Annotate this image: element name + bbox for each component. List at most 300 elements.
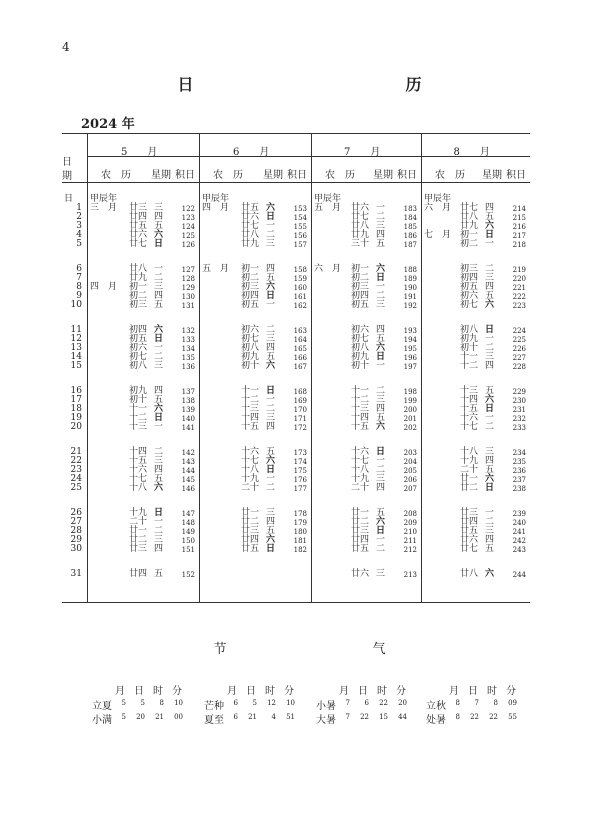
lunar-day: 廿三 <box>240 526 259 536</box>
cumulative-day: 211 <box>403 537 417 545</box>
weekday: 四 <box>376 230 386 240</box>
weekday: 六 <box>376 517 386 527</box>
weekday: 三 <box>154 361 164 371</box>
weekday: 六 <box>376 264 386 274</box>
cumulative-day: 127 <box>181 266 195 274</box>
weekday: 四 <box>376 404 386 414</box>
cumulative-day: 189 <box>403 275 417 283</box>
weekday: 五 <box>154 395 164 405</box>
solar-term-name: 芒种 <box>204 701 224 712</box>
lunar-day: 初三 <box>240 282 259 292</box>
cumulative-day: 231 <box>512 406 526 414</box>
cumulative-day: 235 <box>512 458 526 466</box>
cumulative-day: 150 <box>181 537 195 545</box>
weekday-header: 星期 <box>263 170 283 181</box>
day-number: 28 <box>70 526 82 536</box>
weekday: 日 <box>154 239 164 249</box>
solar-term-value: 15 <box>379 713 388 721</box>
lunar-day: 初四 <box>350 291 369 301</box>
lunar-day: 初八 <box>459 325 478 335</box>
lunar-day: 廿五 <box>459 526 478 536</box>
lunar-day: 十一 <box>128 404 147 414</box>
lunar-day: 廿七 <box>128 239 147 249</box>
lunar-day: 初一 <box>459 230 478 240</box>
cumulative-day: 132 <box>181 327 195 335</box>
weekday: 四 <box>266 422 276 432</box>
solar-terms-column-header: 月 <box>339 686 349 697</box>
table-bottom-rule <box>62 602 530 603</box>
lunar-day: 初九 <box>350 352 369 362</box>
lunar-day: 十二 <box>350 395 369 405</box>
cumulative-day: 198 <box>403 388 417 396</box>
cumulative-day: 200 <box>403 406 417 414</box>
cumulative-day: 230 <box>512 397 526 405</box>
cumulative-day: 144 <box>181 467 195 475</box>
weekday: 日 <box>266 544 276 554</box>
day-number: 23 <box>70 465 82 475</box>
weekday: 三 <box>154 282 164 292</box>
lunar-day: 廿五 <box>240 203 259 213</box>
month-header: 8 月 <box>453 147 490 158</box>
lunar-day: 廿五 <box>240 544 259 554</box>
solar-term-value: 7 <box>474 699 479 707</box>
cumulative-day: 196 <box>403 354 417 362</box>
lunar-day: 二十 <box>128 517 147 527</box>
weekday: 二 <box>154 273 164 283</box>
cumulative-day: 220 <box>512 275 526 283</box>
page-number: 4 <box>62 40 70 54</box>
lunar-day: 三十 <box>350 239 369 249</box>
weekday: 日 <box>376 352 386 362</box>
weekday: 六 <box>376 422 386 432</box>
day-number: 22 <box>70 456 82 466</box>
solar-term-name: 夏至 <box>204 715 224 726</box>
lunar-month-mark: 四 月 <box>90 282 118 292</box>
weekday: 五 <box>485 212 495 222</box>
lunar-header: 农 历 <box>435 170 465 181</box>
cumulative-day: 123 <box>181 214 195 222</box>
cumulative-day: 207 <box>403 485 417 493</box>
weekday: 二 <box>376 544 386 554</box>
cumulative-day: 136 <box>181 363 195 371</box>
weekday: 三 <box>376 474 386 484</box>
lunar-month-mark: 四 月 <box>202 203 230 213</box>
lunar-header: 农 历 <box>101 170 131 181</box>
lunar-day: 廿六 <box>459 535 478 545</box>
solar-terms-column-header: 分 <box>172 686 182 697</box>
day-number: 8 <box>76 282 82 292</box>
page-title: 日 历 <box>177 75 482 94</box>
cumulative-day: 228 <box>512 363 526 371</box>
cumulative-day: 193 <box>403 327 417 335</box>
weekday: 三 <box>376 221 386 231</box>
weekday: 一 <box>376 535 386 545</box>
weekday: 一 <box>266 395 276 405</box>
day-number: 20 <box>70 422 82 432</box>
cumulative-day: 243 <box>512 546 526 554</box>
weekday: 二 <box>154 352 164 362</box>
weekday: 三 <box>376 569 386 579</box>
cumulative-day: 173 <box>293 449 307 457</box>
lunar-day: 初四 <box>459 273 478 283</box>
solar-term-value: 12 <box>267 699 276 707</box>
lunar-day: 廿四 <box>240 535 259 545</box>
weekday: 五 <box>266 352 276 362</box>
solar-term-value: 10 <box>174 699 183 707</box>
cumulative-day: 139 <box>181 406 195 414</box>
cumulative-day: 163 <box>293 327 307 335</box>
cumulative-day: 180 <box>293 528 307 536</box>
weekday: 四 <box>376 483 386 493</box>
lunar-day: 初九 <box>128 386 147 396</box>
cumulative-day: 166 <box>293 354 307 362</box>
cumulative-day: 151 <box>181 546 195 554</box>
lunar-day: 十三 <box>128 422 147 432</box>
cumulative-day: 197 <box>403 363 417 371</box>
weekday: 日 <box>485 404 495 414</box>
solar-term-value: 22 <box>360 713 369 721</box>
solar-term-name: 处暑 <box>426 715 446 726</box>
solar-term-value: 20 <box>136 713 145 721</box>
header-bottom-rule <box>62 182 530 183</box>
weekday: 三 <box>485 273 495 283</box>
weekday: 一 <box>376 282 386 292</box>
weekday: 日 <box>485 483 495 493</box>
lunar-year: 甲辰年 <box>90 194 118 204</box>
lunar-day: 廿四 <box>128 569 147 579</box>
lunar-day: 初十 <box>128 395 147 405</box>
weekday: 六 <box>154 230 164 240</box>
cumulative-day: 168 <box>293 388 307 396</box>
cumulative-day: 221 <box>512 284 526 292</box>
day-number: 21 <box>70 447 82 457</box>
solar-terms-column-header: 日 <box>468 686 478 697</box>
weekday: 日 <box>266 386 276 396</box>
cumulative-day: 134 <box>181 345 195 353</box>
lunar-year: 甲辰年 <box>314 194 342 204</box>
lunar-day: 初八 <box>128 361 147 371</box>
day-number: 13 <box>70 343 82 353</box>
solar-term-value: 8 <box>455 713 460 721</box>
weekday: 四 <box>266 343 276 353</box>
weekday: 四 <box>485 361 495 371</box>
weekday: 六 <box>485 474 495 484</box>
cumulative-day: 147 <box>181 510 195 518</box>
lunar-month-mark: 五 月 <box>314 203 342 213</box>
day-number: 26 <box>70 508 82 518</box>
lunar-day: 廿八 <box>240 230 259 240</box>
lunar-day: 十八 <box>350 465 369 475</box>
lunar-day: 初三 <box>350 282 369 292</box>
lunar-day: 十六 <box>350 447 369 457</box>
weekday: 一 <box>376 456 386 466</box>
cumulative-day: 159 <box>293 275 307 283</box>
lunar-header: 农 历 <box>213 170 243 181</box>
lunar-day: 廿八 <box>350 221 369 231</box>
lunar-day: 初一 <box>240 264 259 274</box>
lunar-day: 十一 <box>240 386 259 396</box>
weekday: 二 <box>376 386 386 396</box>
weekday: 五 <box>485 544 495 554</box>
lunar-month-mark: 七 月 <box>424 230 452 240</box>
lunar-day: 初八 <box>240 343 259 353</box>
lunar-day: 初二 <box>459 239 478 249</box>
cumulative-day: 184 <box>403 214 417 222</box>
cumulative-day: 241 <box>512 528 526 536</box>
lunar-day: 初十 <box>240 361 259 371</box>
month-header: 5 月 <box>121 147 158 158</box>
cumulative-day: 229 <box>512 388 526 396</box>
solar-terms-column-header: 日 <box>358 686 368 697</box>
weekday: 五 <box>266 273 276 283</box>
lunar-day: 十八 <box>240 465 259 475</box>
lunar-day: 廿六 <box>128 230 147 240</box>
solar-term-name: 小满 <box>92 715 112 726</box>
weekday: 四 <box>266 264 276 274</box>
lunar-day: 十五 <box>128 456 147 466</box>
weekday: 一 <box>266 221 276 231</box>
lunar-day: 廿一 <box>459 474 478 484</box>
weekday: 五 <box>376 508 386 518</box>
cumulative-day: 185 <box>403 223 417 231</box>
cumulative-day: 175 <box>293 467 307 475</box>
day-number: 12 <box>70 334 82 344</box>
cumulative-day: 124 <box>181 223 195 231</box>
lunar-day: 十五 <box>459 404 478 414</box>
cumulative-day: 237 <box>512 476 526 484</box>
lunar-day: 廿四 <box>459 517 478 527</box>
solar-term-value: 09 <box>508 699 517 707</box>
cumulative-day: 165 <box>293 345 307 353</box>
solar-terms-title: 节 气 <box>213 642 426 657</box>
cumulative-day: 145 <box>181 476 195 484</box>
weekday: 日 <box>154 508 164 518</box>
day-number: 6 <box>76 264 82 274</box>
lunar-day: 初六 <box>459 291 478 301</box>
day-number: 24 <box>70 474 82 484</box>
lunar-day: 十四 <box>240 413 259 423</box>
lunar-day: 十三 <box>350 404 369 414</box>
weekday: 六 <box>266 535 276 545</box>
weekday: 六 <box>485 300 495 310</box>
cumulative-day: 130 <box>181 293 195 301</box>
lunar-day: 初八 <box>350 343 369 353</box>
lunar-day: 十六 <box>240 447 259 457</box>
weekday: 日 <box>376 526 386 536</box>
lunar-day: 廿八 <box>128 264 147 274</box>
lunar-day: 廿三 <box>459 508 478 518</box>
cumulative-day: 162 <box>293 302 307 310</box>
weekday: 一 <box>485 334 495 344</box>
solar-terms-column-header: 月 <box>115 686 125 697</box>
cumulative-day: 172 <box>293 424 307 432</box>
solar-terms-column-header: 分 <box>284 686 294 697</box>
lunar-day: 十五 <box>350 422 369 432</box>
day-number: 31 <box>70 569 82 579</box>
weekday: 五 <box>485 386 495 396</box>
solar-term-name: 立夏 <box>92 701 112 712</box>
lunar-day: 廿三 <box>128 203 147 213</box>
day-number: 30 <box>70 544 82 554</box>
lunar-month-mark: 三 月 <box>90 203 118 213</box>
cumulative-day: 135 <box>181 354 195 362</box>
weekday: 一 <box>485 413 495 423</box>
day-number: 16 <box>70 386 82 396</box>
month-divider <box>311 133 312 602</box>
weekday: 一 <box>485 239 495 249</box>
cumulative-day: 133 <box>181 336 195 344</box>
lunar-day: 初七 <box>459 300 478 310</box>
lunar-day: 初二 <box>240 273 259 283</box>
cumulative-day: 238 <box>512 485 526 493</box>
day-number: 29 <box>70 535 82 545</box>
cumulative-header: 积日 <box>287 170 307 181</box>
lunar-day: 廿一 <box>128 526 147 536</box>
lunar-day: 十九 <box>128 508 147 518</box>
lunar-day: 十三 <box>459 386 478 396</box>
solar-term-value: 51 <box>286 713 295 721</box>
solar-terms-column-header: 月 <box>227 686 237 697</box>
day-number: 5 <box>76 239 82 249</box>
lunar-day: 二十 <box>240 483 259 493</box>
weekday: 五 <box>376 239 386 249</box>
weekday: 日 <box>376 447 386 457</box>
cumulative-day: 142 <box>181 449 195 457</box>
weekday: 二 <box>485 264 495 274</box>
cumulative-day: 182 <box>293 546 307 554</box>
cumulative-day: 137 <box>181 388 195 396</box>
weekday: 二 <box>376 291 386 301</box>
cumulative-day: 141 <box>181 424 195 432</box>
lunar-day: 廿三 <box>350 526 369 536</box>
cumulative-day: 210 <box>403 528 417 536</box>
cumulative-day: 160 <box>293 284 307 292</box>
weekday: 一 <box>485 508 495 518</box>
cumulative-day: 212 <box>403 546 417 554</box>
weekday: 六 <box>154 325 164 335</box>
weekday: 四 <box>154 386 164 396</box>
cumulative-day: 206 <box>403 476 417 484</box>
solar-term-name: 大暑 <box>316 715 336 726</box>
cumulative-day: 213 <box>403 571 417 579</box>
lunar-day: 初四 <box>240 291 259 301</box>
solar-terms-column-header: 月 <box>449 686 459 697</box>
cumulative-day: 208 <box>403 510 417 518</box>
weekday: 四 <box>154 465 164 475</box>
day-number: 9 <box>76 291 82 301</box>
lunar-year: 甲辰年 <box>424 194 452 204</box>
lunar-day: 二十 <box>350 483 369 493</box>
solar-term-value: 4 <box>271 713 276 721</box>
weekday: 六 <box>266 361 276 371</box>
cumulative-day: 177 <box>293 485 307 493</box>
cumulative-header: 积日 <box>506 170 526 181</box>
lunar-day: 初五 <box>240 300 259 310</box>
lunar-day: 廿二 <box>459 483 478 493</box>
weekday: 日 <box>154 334 164 344</box>
cumulative-day: 224 <box>512 327 526 335</box>
cumulative-day: 169 <box>293 397 307 405</box>
cumulative-day: 181 <box>293 537 307 545</box>
cumulative-day: 240 <box>512 519 526 527</box>
solar-term-value: 5 <box>121 699 126 707</box>
cumulative-day: 155 <box>293 223 307 231</box>
weekday: 三 <box>376 300 386 310</box>
weekday: 三 <box>485 526 495 536</box>
month-divider <box>199 133 200 602</box>
cumulative-header: 积日 <box>175 170 195 181</box>
cumulative-day: 138 <box>181 397 195 405</box>
lunar-day: 廿九 <box>240 239 259 249</box>
solar-terms-column-header: 分 <box>506 686 516 697</box>
lunar-day: 廿六 <box>350 569 369 579</box>
solar-term-value: 7 <box>345 699 350 707</box>
lunar-day: 初六 <box>128 343 147 353</box>
month-header: 7 月 <box>344 147 381 158</box>
weekday: 四 <box>485 203 495 213</box>
solar-term-value: 6 <box>364 699 369 707</box>
cumulative-day: 187 <box>403 241 417 249</box>
weekday: 四 <box>376 325 386 335</box>
cumulative-day: 201 <box>403 415 417 423</box>
lunar-day: 初五 <box>459 282 478 292</box>
weekday: 二 <box>154 526 164 536</box>
solar-terms-column-header: 分 <box>396 686 406 697</box>
weekday: 六 <box>154 483 164 493</box>
weekday: 四 <box>266 517 276 527</box>
cumulative-day: 225 <box>512 336 526 344</box>
cumulative-day: 203 <box>403 449 417 457</box>
solar-term-value: 5 <box>252 699 257 707</box>
cumulative-day: 227 <box>512 354 526 362</box>
lunar-day: 十九 <box>240 474 259 484</box>
lunar-day: 十七 <box>240 456 259 466</box>
solar-term-name: 小暑 <box>316 701 336 712</box>
cumulative-day: 154 <box>293 214 307 222</box>
cumulative-day: 131 <box>181 302 195 310</box>
lunar-day: 十五 <box>240 422 259 432</box>
lunar-day: 廿五 <box>128 221 147 231</box>
weekday: 五 <box>376 334 386 344</box>
weekday-header: 星期 <box>373 170 393 181</box>
cumulative-day: 143 <box>181 458 195 466</box>
solar-term-value: 8 <box>493 699 498 707</box>
weekday: 五 <box>266 447 276 457</box>
cumulative-day: 223 <box>512 302 526 310</box>
cumulative-day: 215 <box>512 214 526 222</box>
cumulative-day: 176 <box>293 476 307 484</box>
weekday: 六 <box>485 395 495 405</box>
cumulative-day: 183 <box>403 205 417 213</box>
day-number: 25 <box>70 483 82 493</box>
table-top-rule <box>62 133 530 134</box>
weekday: 一 <box>154 264 164 274</box>
weekday: 三 <box>154 535 164 545</box>
day-number: 19 <box>70 413 82 423</box>
weekday: 六 <box>266 456 276 466</box>
solar-term-value: 7 <box>345 713 350 721</box>
solar-term-value: 21 <box>248 713 257 721</box>
weekday: 四 <box>154 212 164 222</box>
lunar-month-mark: 五 月 <box>202 264 230 274</box>
cumulative-day: 125 <box>181 232 195 240</box>
weekday: 二 <box>266 325 276 335</box>
weekday: 日 <box>376 273 386 283</box>
cumulative-day: 232 <box>512 415 526 423</box>
weekday: 日 <box>154 413 164 423</box>
cumulative-day: 146 <box>181 485 195 493</box>
weekday: 二 <box>266 230 276 240</box>
